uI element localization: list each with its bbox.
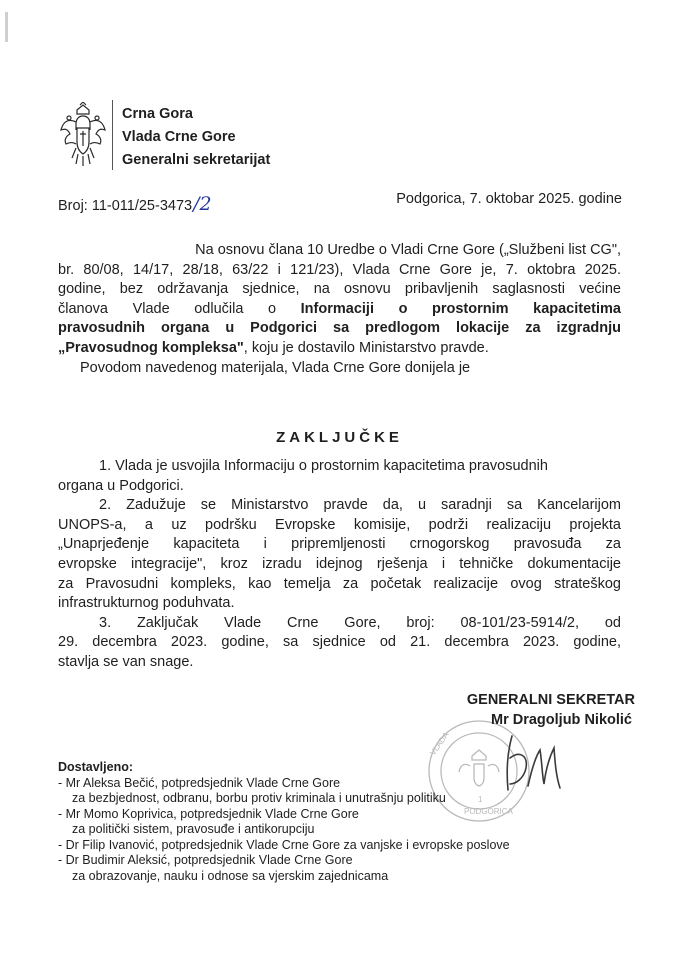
conclusion-3-line-3: stavlja se van snage. [58,653,194,670]
conclusions-list [58,457,621,673]
coat-of-arms-icon [58,102,108,168]
conclusion-2-line-3: „Unaprjeđenje kapaciteta i pripremljenosti crnogorskog pravosuđa za [58,536,621,553]
svg-text:VLADA: VLADA [428,730,451,758]
conclusion-2-line-6: infrastrukturnog poduhvata. [58,595,235,612]
signatory-title: GENERALNI SEKRETAR [466,692,635,708]
intro-line-7: Povodom navedenog materijala, Vlada Crne Gore donijela je [80,359,471,376]
distribution-item: - Mr Momo Koprivica, potpredsjednik Vlade Crne Gore [58,806,359,821]
intro-line-1: Na osnovu člana 10 Uredbe o Vladi Crne Gore („Službeni list CG", [195,242,621,258]
distribution-item-detail: za obrazovanje, nauku i odnose sa vjerskim zajednicama [72,868,389,883]
intro-line-5: pravosudnih organa u Podgorici sa predlogom lokacije za izgradnju [58,320,621,337]
conclusion-1-line-2: organa u Podgorici. [58,477,184,494]
distribution-item: - Dr Filip Ivanović, potpredsjednik Vlade Crne Gore za vanjske i evropske poslove [58,837,510,852]
conclusion-2-line-5: za Pravosudni kompleks, kao temelja za početak realizacije ovog strateškog [58,575,621,592]
distribution-item-detail: za politički sistem, pravosuđe i antikorupciju [72,822,315,836]
signatory-name: Mr Dragoljub Nikolić [491,712,632,728]
header-country: Crna Gora [122,106,193,122]
conclusion-2-line-1: 2. Zadužuje se Ministarstvo pravde da, u saradnji sa Kancelarijom [99,497,621,514]
intro-line-6-end: , koju je dostavilo Ministarstvo pravde. [243,339,489,356]
intro-line-2: br. 80/08, 14/17, 28/18, 63/22 i 121/23), Vlada Crne Gore je, 7. oktobra 2025. [58,261,621,278]
header-department: Generalni sekretarijat [122,152,271,168]
conclusion-3-line-1: 3. Zaključak Vlade Crne Gore, broj: 08-101/23-5914/2, od [99,614,621,631]
distribution-item: - Mr Aleksa Bečić, potpredsjednik Vlade Crne Gore [58,775,341,790]
intro-line-6-bold: „Pravosudnog kompleksa" [58,339,244,356]
intro-line-4-start: članova Vlade odlučila o [58,300,301,317]
reference-number [58,193,212,215]
intro-paragraph [58,241,621,378]
intro-line-4 [58,300,621,320]
header-divider [112,100,113,170]
conclusion-2-line-2: UNOPS-a, a uz podršku Evropske komisije, podrži realizaciju projekta [58,516,621,533]
reference-number-text: Broj: 11-011/25-3473 [58,198,193,214]
svg-text:1: 1 [478,795,483,804]
intro-line-3: godine, bez održavanja sjednice, na osnovu pribavljenih saglasnosti većine [58,281,621,298]
reference-handwritten-suffix: /2 [193,193,212,215]
intro-line-4-bold: Informaciji o prostornim kapacitetima [300,300,621,317]
intro-line-6 [58,339,621,359]
distribution-heading: Dostavljeno: [58,760,134,774]
conclusion-1-line-1: 1. Vlada je usvojila Informaciju o prostornim kapacitetima pravosudnih [99,458,548,474]
decision-title: ZAKLJUČKE [276,429,403,446]
distribution-item-detail: za bezbjednost, odbranu, borbu protiv kriminala i unutrašnju politiku [72,791,446,805]
document-date: Podgorica, 7. oktobar 2025. godine [396,191,622,207]
conclusion-2-line-4: evropske integracije", kroz izradu idejnog rješenja i tehničke dokumentacije [58,555,621,572]
distribution-item: - Dr Budimir Aleksić, potpredsjednik Vlade Crne Gore [58,853,353,867]
svg-text:PODGORICA: PODGORICA [464,807,513,816]
conclusion-3-line-2: 29. decembra 2023. godine, sa sjednice od 21. decembra 2023. godine, [58,634,621,651]
scan-artifact [5,12,8,42]
distribution-list [58,760,510,884]
header-government: Vlada Crne Gore [122,129,236,145]
